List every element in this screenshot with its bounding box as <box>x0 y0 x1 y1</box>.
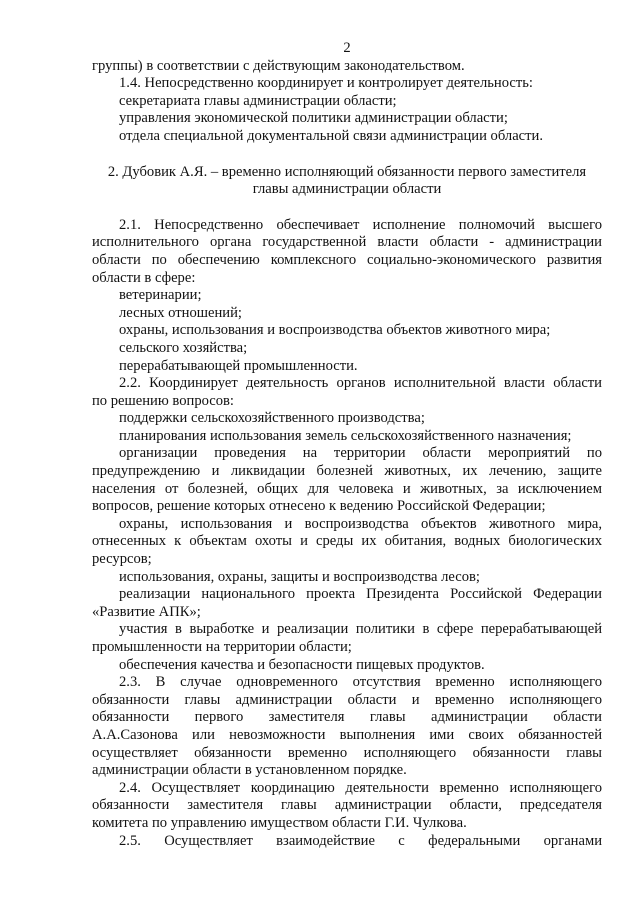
text-line: участия в выработке и реализации политики в сфере перерабатывающей <box>119 621 602 638</box>
text-line: вопросов, решение которых отнесено к ведению Российской Федерации; <box>92 498 546 515</box>
spacer <box>92 199 602 217</box>
text-line: по решению вопросов: <box>92 392 234 409</box>
text-line: предупреждению и ликвидации болезней животных, их лечению, защите <box>92 463 602 480</box>
text-line: 2.2. Координирует деятельность органов исполнительной власти области <box>119 375 602 392</box>
text-line: обязанности главы администрации области и временно исполняющего <box>92 691 602 708</box>
text-line: охраны, использования и воспроизводства объектов животного мира, <box>119 515 602 532</box>
text-line: планирования использования земель сельскохозяйственного назначения; <box>119 427 572 444</box>
text-line: отнесенных к объектам охоты и среды их обитания, водных биологических <box>92 533 602 550</box>
text-line: администрации области в установленном порядке. <box>92 762 407 779</box>
text-line: «Развитие АПК»; <box>92 603 201 620</box>
section-heading-line-1: 2. Дубовик А.Я. – временно исполняющий обязанности первого заместителя <box>107 163 587 180</box>
text-line: комитета по управлению имуществом области Г.И. Чулкова. <box>92 814 467 831</box>
text-line: поддержки сельскохозяйственного производства; <box>119 410 425 427</box>
text-line: 1.4. Непосредственно координирует и контролирует деятельность: <box>119 75 533 92</box>
text-line: охраны, использования и воспроизводства объектов животного мира; <box>119 322 551 339</box>
page-number: 2 <box>343 40 351 56</box>
text-line: населения от болезней, общих для человека и животных, за исключением <box>92 480 602 497</box>
text-line: 2.1. Непосредственно обеспечивает исполнение полномочий высшего <box>119 216 602 233</box>
text-line: обязанности заместителя главы администрации области, председателя <box>92 797 602 814</box>
text-line: А.А.Сазонова или невозможности выполнения ими своих обязанностей <box>92 726 602 743</box>
text-line: перерабатывающей промышленности. <box>119 357 358 374</box>
text-line: группы) в соответствии с действующим законодательством. <box>92 57 465 74</box>
text-line: 2.3. В случае одновременного отсутствия временно исполняющего <box>119 674 602 691</box>
text-line: области по обеспечению комплексного социально-экономического развития <box>92 251 602 268</box>
text-line: управления экономической политики администрации области; <box>119 110 508 127</box>
text-line: лесных отношений; <box>119 304 242 321</box>
text-line: промышленности на территории области; <box>92 639 352 655</box>
text-line: отдела специальной документальной связи администрации области. <box>119 127 543 144</box>
top-section <box>92 58 602 146</box>
document-page <box>92 40 602 850</box>
text-line: обеспечения качества и безопасности пищевых продуктов. <box>119 656 485 673</box>
text-line: организации проведения на территории области мероприятий по <box>119 445 602 462</box>
section-heading-line-2: главы администрации области <box>252 181 442 198</box>
text-line: области в сфере: <box>92 269 196 286</box>
text-line: 2.5. Осуществляет взаимодействие с федеральными органами <box>119 832 602 849</box>
text-line: реализации национального проекта Президента Российской Федерации <box>119 586 602 603</box>
text-line: секретариата главы администрации области; <box>119 92 397 109</box>
text-line: 2.4. Осуществляет координацию деятельности временно исполняющего <box>119 779 602 796</box>
text-line: исполнительного органа государственной власти области - администрации <box>92 234 602 251</box>
text-line: использования, охраны, защиты и воспроизводства лесов; <box>119 568 480 585</box>
text-line: обязанности первого заместителя главы администрации области <box>92 709 602 726</box>
text-line: ресурсов; <box>92 551 152 568</box>
text-line: осуществляет обязанности временно исполняющего обязанности главы <box>92 744 602 761</box>
section-body <box>92 217 602 850</box>
text-line: ветеринарии; <box>119 287 202 304</box>
text-line: сельского хозяйства; <box>119 339 248 356</box>
spacer <box>92 146 602 164</box>
